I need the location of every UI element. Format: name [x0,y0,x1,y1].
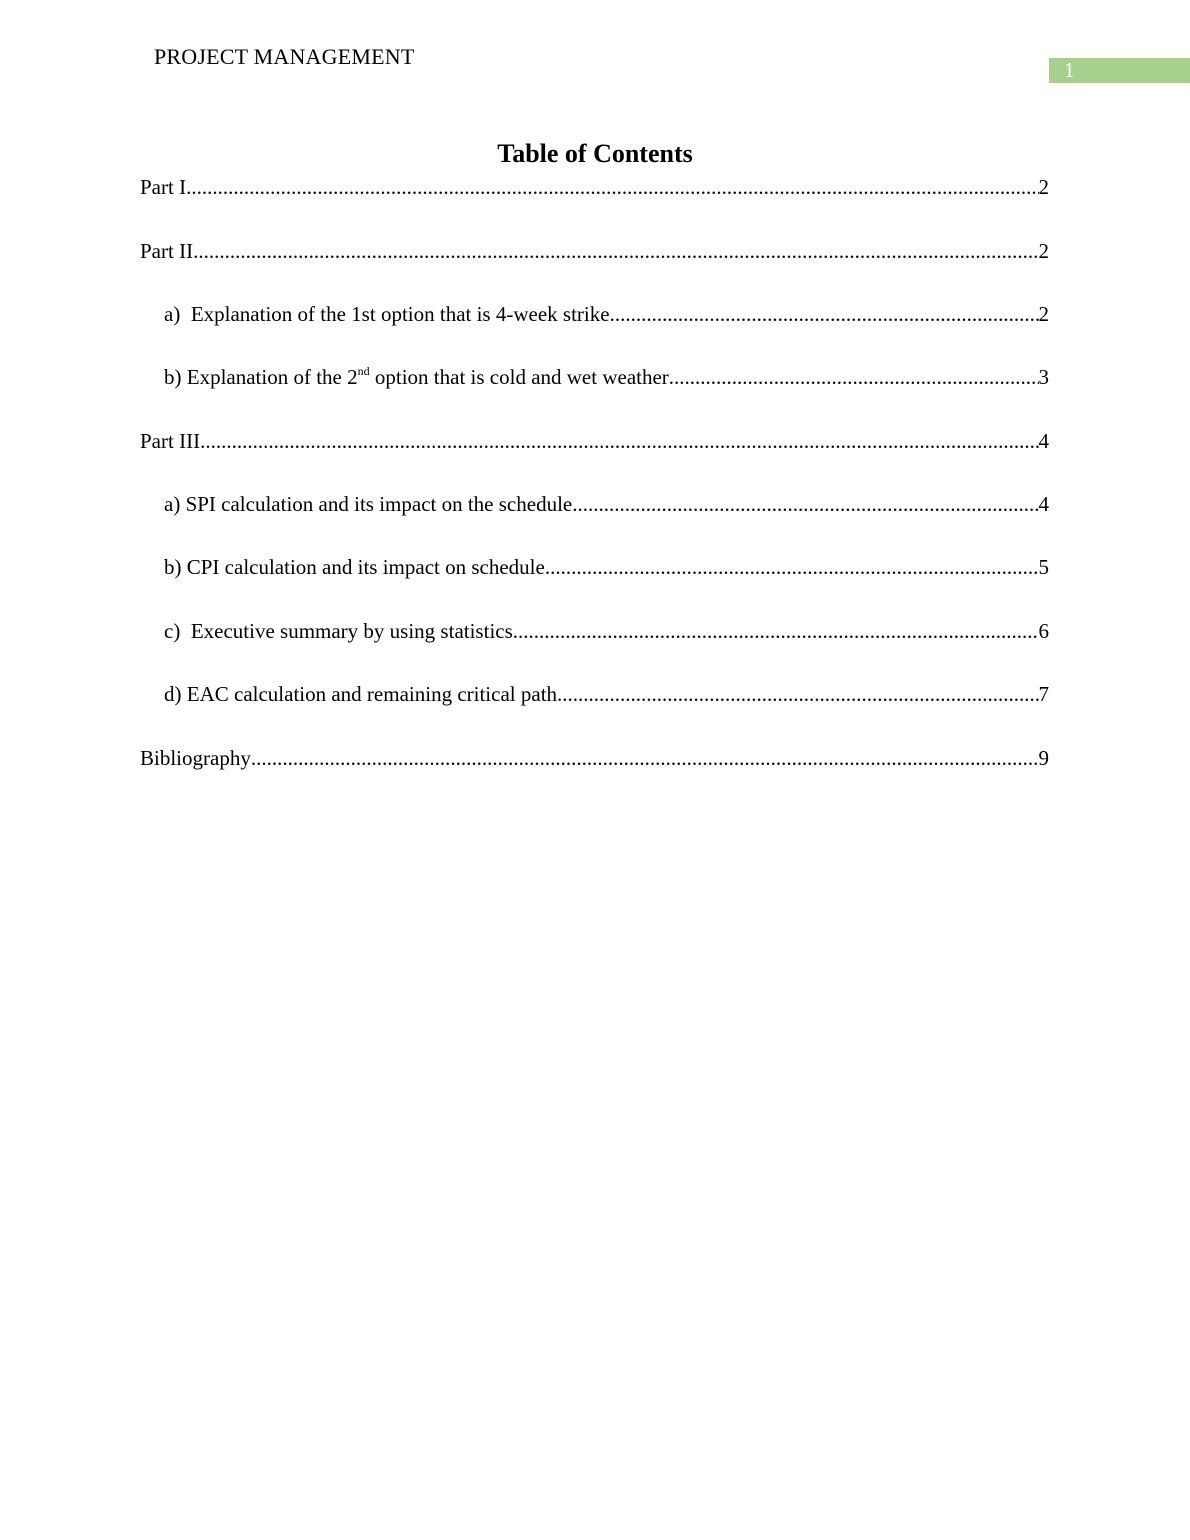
toc-entry-label: a) Explanation of the 1st option that is 4-week strike [164,302,610,326]
toc-entry-part-ii-b[interactable] [164,364,1049,390]
toc-entry-part-iii-c[interactable] [164,618,1049,644]
toc-entry-label: b) CPI calculation and its impact on schedule [164,555,545,579]
toc-dot-leader [186,174,1038,200]
page-number-badge [1049,58,1190,83]
toc-entry-label-post: option that is cold and wet weather [369,365,669,389]
toc-entry-label-superscript: nd [357,364,370,378]
toc-entry-bibliography[interactable] [140,745,1049,771]
toc-entry-page: 9 [1038,746,1049,770]
toc-dot-leader [557,681,1038,707]
toc-entry-part-ii[interactable] [140,238,1049,264]
toc-entry-label-pre: b) Explanation of the 2 [164,365,358,389]
running-head: PROJECT MANAGEMENT [154,44,415,69]
toc-entry-page: 4 [1038,429,1049,453]
toc-entry-label [164,364,669,390]
toc-entry-page: 2 [1038,239,1049,263]
toc-entry-page: 6 [1038,619,1049,643]
toc-dot-leader [545,554,1039,580]
toc-entry-label: a) SPI calculation and its impact on the schedule [164,492,573,516]
toc-entry-label: d) EAC calculation and remaining critical path [164,682,558,706]
toc-dot-leader [572,491,1038,517]
toc-entry-page: 3 [1038,365,1049,389]
toc-dot-leader [251,745,1039,771]
toc-entry-label: Part III [140,429,201,453]
page-number: 1 [1064,58,1075,82]
toc-entry-part-iii-b[interactable] [164,554,1049,580]
toc-entry-page: 7 [1038,682,1049,706]
toc-dot-leader [200,428,1038,454]
toc-entry-part-ii-a[interactable] [164,301,1049,327]
toc-entry-label: c) Executive summary by using statistics [164,619,513,643]
toc-entry-label: Part II [140,239,194,263]
toc-dot-leader [669,364,1039,390]
toc-entry-page: 2 [1038,175,1049,199]
toc-entry-label: Part I [140,175,187,199]
toc-dot-leader [513,618,1039,644]
toc-entry-label: Bibliography [140,746,251,770]
toc-title: Table of Contents [497,139,693,168]
toc-entry-page: 4 [1038,492,1049,516]
toc-entry-page: 2 [1038,302,1049,326]
toc-entry-part-iii[interactable] [140,428,1049,454]
toc-entry-part-i[interactable] [140,174,1049,200]
toc-dot-leader [610,301,1039,327]
toc-entry-part-iii-d[interactable] [164,681,1049,707]
toc-entry-page: 5 [1038,555,1049,579]
toc-entry-part-iii-a[interactable] [164,491,1049,517]
toc-dot-leader [193,238,1038,264]
